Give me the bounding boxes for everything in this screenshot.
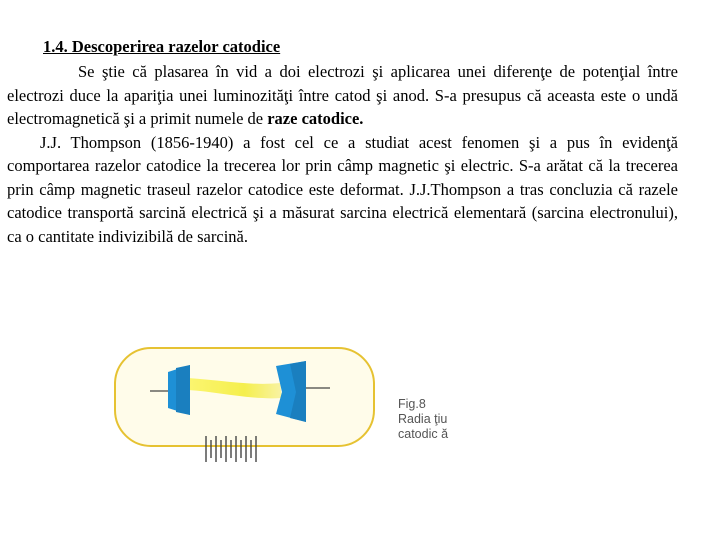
section-heading: 1.4. Descoperirea razelor catodice — [43, 37, 281, 56]
cathode-ray-tube-diagram — [110, 340, 390, 480]
vacuum-tube — [115, 348, 374, 446]
body-text — [7, 60, 678, 248]
paragraph-1-text: Se ştie că plasarea în vid a doi electrozi şi aplicarea unei diferenţe de potenţial între electrozi duce la apariţia unei luminozităţi între catod şi anod. S-a presupus că aceasta este o undă electromagnetică şi a primit numele de — [7, 62, 678, 128]
paragraph-thompson: J.J. Thompson (1856-1940) a fost cel ce a studiat acest fenomen şi a pus în evidenţă comportarea razelor catodice la trecerea lor prin câmp magnetic şi electric. S-a arătat că la trecerea prin câmp magnetic traseul razelor catodice este deformat. J.J.Thompson a tras concluzia că razele catodice transportă sarcină electrică şi a măsurat sarcina electrică elementară (sarcina electronului), ca o cantitate indivizibilă de sarcină. — [7, 132, 678, 246]
figure-caption — [398, 397, 448, 442]
term-cathode-rays: raze catodice. — [267, 109, 364, 128]
figure-caption-line-3: catodic ă — [398, 427, 449, 441]
figure-caption-line-2: Radia ţiu — [398, 412, 448, 426]
cathode-electrode-face — [176, 365, 190, 415]
paragraph-cathode-rays-intro — [7, 60, 678, 131]
figure-number: Fig.8 — [398, 397, 426, 411]
